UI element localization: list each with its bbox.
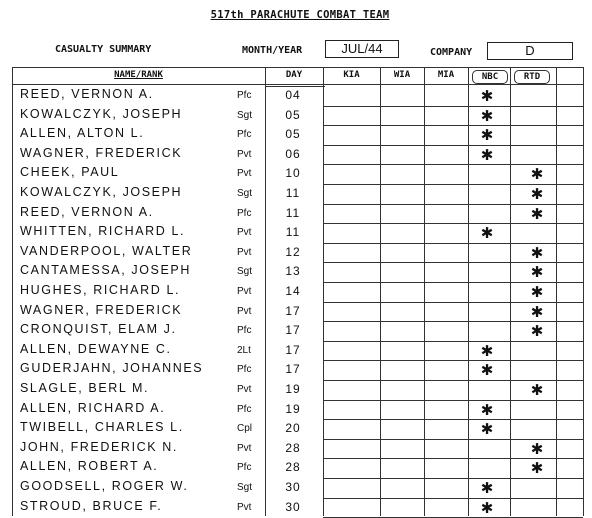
status-mark-nbc: ✱ — [480, 106, 494, 125]
column-divider — [12, 67, 13, 516]
status-mark-nbc: ✱ — [480, 479, 494, 497]
table-row-rank: Sgt — [237, 188, 253, 199]
row-divider — [323, 419, 583, 420]
status-mark-rtd: ✱ — [530, 263, 544, 282]
table-row-day: 30 — [285, 480, 301, 494]
table-row-name: GUDERJAHN, JOHANNES — [20, 361, 204, 376]
row-divider — [323, 341, 583, 342]
table-row-day: 30 — [285, 499, 301, 514]
table-row-name: JOHN, FREDERICK N. — [20, 439, 178, 454]
status-mark-rtd: ✱ — [530, 165, 544, 184]
table-row-rank: Pvt — [237, 148, 252, 160]
column-divider — [424, 67, 425, 516]
row-divider — [323, 498, 583, 499]
table-row-rank: Pfc — [237, 90, 252, 101]
table-row-rank: Pfc — [237, 462, 252, 474]
table-row-rank: Cpl — [237, 423, 253, 435]
status-mark-rtd: ✱ — [530, 459, 544, 478]
status-mark-nbc: ✱ — [480, 400, 494, 419]
table-row-day: 19 — [285, 382, 301, 396]
row-divider — [323, 223, 583, 224]
row-divider — [323, 478, 583, 479]
table-header-border — [12, 84, 583, 85]
table-row-name: WAGNER, FREDERICK — [20, 302, 183, 317]
table-row-name: ALLEN, ROBERT A. — [20, 459, 159, 474]
table-row-rank: Pvt — [237, 227, 252, 239]
column-divider — [468, 67, 469, 516]
status-mark-rtd: ✱ — [530, 185, 544, 203]
month-year-field: JUL/44 — [325, 40, 399, 58]
table-row-rank: Pvt — [237, 168, 252, 180]
status-mark-rtd: ✱ — [530, 439, 544, 458]
table-top-border — [12, 67, 583, 68]
table-row-day: 04 — [285, 88, 301, 102]
table-row-name: KOWALCZYK, JOSEPH — [20, 106, 183, 121]
column-header-nbc: NBC — [472, 70, 508, 84]
column-header-rtd: RTD — [514, 70, 550, 84]
table-row-rank: Pfc — [237, 403, 252, 415]
table-row-name: STROUD, BRUCE F. — [20, 498, 163, 513]
table-row-day: 05 — [285, 127, 301, 142]
column-header-day: DAY — [285, 70, 303, 80]
table-row-name: CRONQUIST, ELAM J. — [20, 322, 177, 337]
form-title: 517th PARACHUTE COMBAT TEAM — [210, 9, 390, 21]
form-label: CASUALTY SUMMARY — [55, 44, 152, 55]
month-year-label: MONTH/YEAR — [242, 45, 303, 56]
table-row-day: 14 — [285, 284, 301, 298]
table-row-name: TWIBELL, CHARLES L. — [20, 420, 184, 435]
table-row-rank: Pvt — [237, 286, 252, 297]
table-row-day: 11 — [285, 186, 301, 200]
status-mark-rtd: ✱ — [530, 381, 544, 399]
table-row-rank: Pvt — [237, 442, 252, 454]
company-field: D — [487, 42, 573, 60]
table-row-day: 05 — [285, 107, 301, 122]
status-mark-nbc: ✱ — [480, 361, 494, 380]
row-divider — [323, 106, 583, 107]
column-divider — [380, 67, 381, 516]
table-row-day: 12 — [285, 244, 301, 259]
column-divider — [583, 67, 584, 516]
table-row-day: 19 — [285, 401, 301, 416]
table-row-name: REED, VERNON A. — [20, 87, 154, 101]
table-row-day: 28 — [285, 440, 301, 455]
column-header-name-rank: NAME/RANK — [114, 70, 163, 80]
table-row-rank: Pvt — [237, 501, 252, 513]
table-row-name: CHEEK, PAUL — [20, 165, 120, 180]
table-row-day: 10 — [285, 166, 301, 181]
table-row-day: 17 — [285, 303, 301, 318]
table-row-day: 06 — [285, 146, 301, 161]
table-row-name: SLAGLE, BERL M. — [20, 381, 150, 395]
row-divider — [323, 125, 583, 126]
table-row-day: 17 — [285, 342, 301, 357]
table-row-rank: Pvt — [237, 384, 252, 395]
column-header-wia: WIA — [393, 70, 411, 80]
table-row-rank: Pvt — [237, 246, 252, 258]
table-row-name: GOODSELL, ROGER W. — [20, 479, 189, 493]
table-row-rank: Sgt — [237, 109, 253, 121]
status-mark-rtd: ✱ — [530, 322, 544, 341]
table-row-day: 20 — [285, 421, 301, 436]
table-row-day: 28 — [285, 460, 301, 475]
column-divider — [510, 67, 511, 516]
company-label: COMPANY — [430, 47, 473, 58]
column-divider — [323, 67, 324, 516]
table-row-rank: Pfc — [237, 325, 252, 337]
table-row-rank: Pvt — [237, 305, 252, 317]
status-mark-rtd: ✱ — [530, 204, 544, 223]
table-row-name: WAGNER, FREDERICK — [20, 145, 183, 160]
table-row-rank: Pfc — [237, 207, 252, 219]
table-row-rank: Pfc — [237, 129, 252, 141]
table-row-name: ALLEN, ALTON L. — [20, 126, 145, 141]
table-row-name: REED, VERNON A. — [20, 204, 154, 219]
table-row-day: 17 — [285, 362, 301, 377]
status-mark-nbc: ✱ — [480, 420, 494, 439]
table-row-rank: 2Lt — [237, 344, 251, 356]
row-divider — [323, 145, 583, 146]
table-row-name: KOWALCZYK, JOSEPH — [20, 185, 183, 199]
table-row-name: ALLEN, RICHARD A. — [20, 400, 166, 415]
table-row-name: HUGHES, RICHARD L. — [20, 283, 181, 297]
table-row-day: 11 — [285, 225, 301, 240]
column-header-kia: KIA — [343, 70, 360, 80]
row-divider — [323, 400, 583, 401]
status-mark-rtd: ✱ — [530, 243, 544, 262]
status-mark-nbc: ✱ — [480, 87, 494, 105]
table-row-rank: Sgt — [237, 266, 253, 278]
status-mark-nbc: ✱ — [480, 126, 494, 145]
column-divider — [265, 67, 266, 516]
status-mark-nbc: ✱ — [480, 224, 494, 243]
table-row-name: CANTAMESSA, JOSEPH — [20, 263, 191, 278]
row-divider — [323, 360, 583, 361]
table-row-name: ALLEN, DEWAYNE C. — [20, 341, 172, 356]
column-header-mia: MIA — [437, 70, 455, 80]
status-mark-nbc: ✱ — [480, 498, 494, 517]
table-row-day: 13 — [285, 264, 301, 279]
table-row-rank: Pfc — [237, 364, 252, 376]
status-mark-nbc: ✱ — [480, 145, 494, 164]
status-mark-nbc: ✱ — [480, 341, 494, 360]
column-divider — [556, 67, 557, 516]
status-mark-rtd: ✱ — [530, 302, 544, 321]
day-header-underline — [265, 86, 325, 87]
table-row-day: 11 — [285, 205, 301, 220]
status-mark-rtd: ✱ — [530, 283, 544, 301]
table-row-rank: Sgt — [237, 482, 253, 493]
table-row-day: 17 — [285, 323, 301, 338]
table-row-name: WHITTEN, RICHARD L. — [20, 224, 186, 239]
table-row-name: VANDERPOOL, WALTER — [20, 243, 193, 258]
